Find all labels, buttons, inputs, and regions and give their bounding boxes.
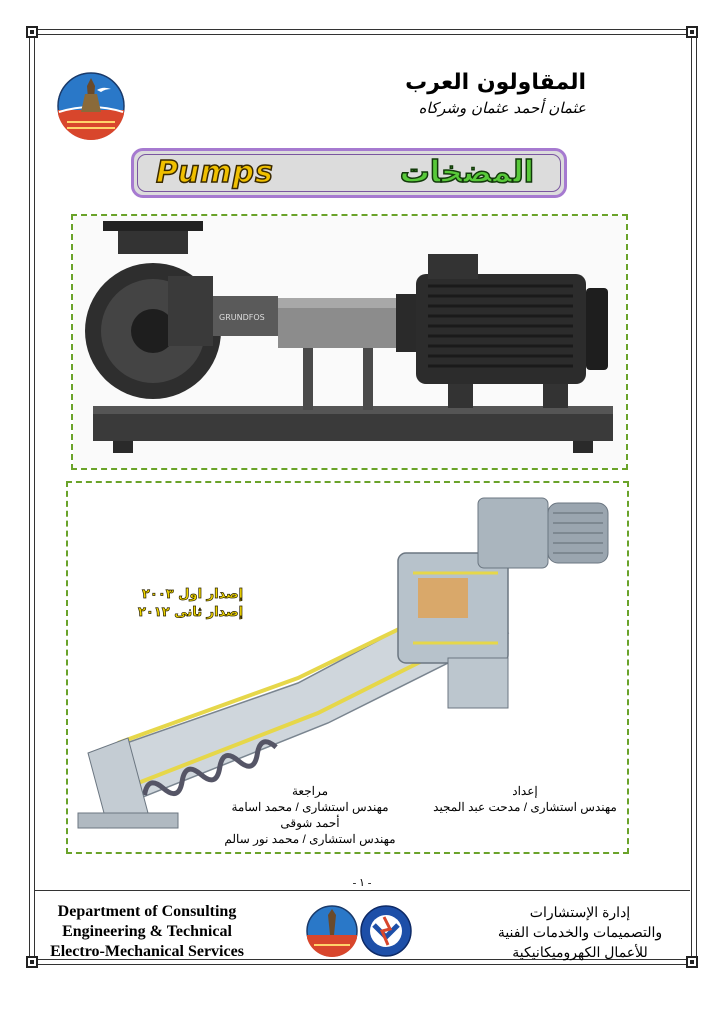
- footer-arabic-line-2: والتصميمات والخدمات الفنية: [497, 924, 663, 940]
- company-name-block: [405, 70, 586, 117]
- footer-company-logo: [306, 905, 358, 957]
- edition-first: إصدار اول ٢٠٠٣: [141, 587, 244, 602]
- title-banner: [131, 148, 567, 198]
- centrifugal-pump-image: [73, 216, 626, 468]
- review-credits: [220, 783, 400, 847]
- prepared-heading: إعداد: [512, 784, 538, 798]
- reviewer-2: مهندس استشارى / محمد نور سالم: [224, 832, 396, 846]
- company-logo: [57, 72, 125, 140]
- footer-divider: [35, 890, 690, 891]
- reviewer-1: مهندس استشارى / محمد اسامة أحمد شوقى: [231, 800, 389, 830]
- footer-english-line-1: Department of Consulting: [57, 903, 237, 920]
- preparer: مهندس استشارى / مدحت عبد المجيد: [433, 800, 617, 814]
- review-heading: مراجعة: [291, 784, 329, 798]
- footer-english: [36, 902, 258, 962]
- footer-arabic-line-1: إدارة الإستشارات: [529, 904, 631, 920]
- corner-ornament-top-left: [26, 26, 38, 38]
- footer-english-line-3: Electro-Mechanical Services: [50, 943, 244, 960]
- company-owner: عثمان أحمد عثمان وشركاه: [418, 99, 586, 117]
- footer-english-line-2: Engineering & Technical: [62, 923, 232, 940]
- footer-arabic-line-3: للأعمال الكهروميكانيكية: [512, 944, 648, 960]
- corner-ornament-top-right: [686, 26, 698, 38]
- svg-text:GRUNDFOS: GRUNDFOS: [219, 313, 265, 322]
- prepared-credits: [425, 783, 625, 815]
- corner-ornament-bottom-right: [686, 956, 698, 968]
- footer-department-logo: [360, 905, 412, 957]
- edition-second: إصدار ثانى ٢٠١٢: [138, 605, 244, 620]
- title-arabic: المضخات: [399, 155, 534, 190]
- page-number: - ١ -: [352, 877, 372, 889]
- edition-note: [138, 586, 243, 622]
- title-english: Pumps: [156, 155, 274, 190]
- pump-photo-frame: [71, 214, 628, 470]
- footer-arabic: [480, 902, 680, 962]
- company-name: المقاولون العرب: [405, 70, 586, 95]
